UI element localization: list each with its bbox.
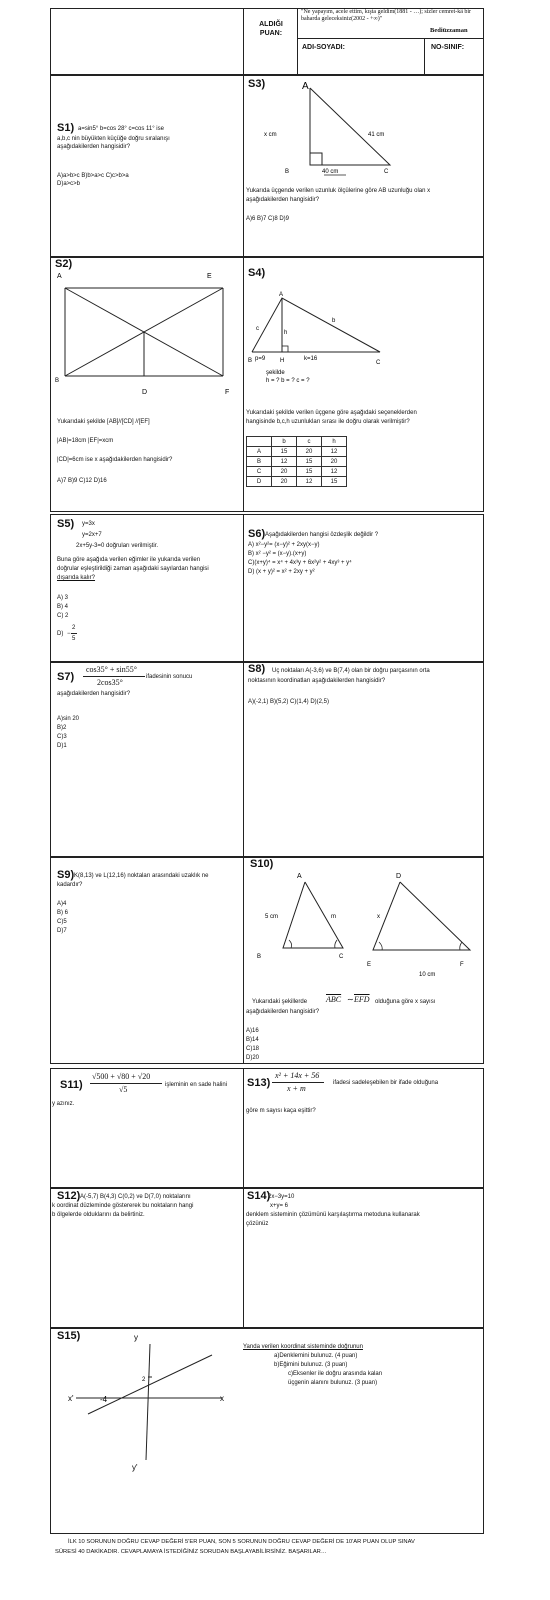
s5-option-a: A) 3 — [57, 595, 69, 601]
s2-line3: |CD|=6cm ise x aşağıdakilerden hangisidir? — [57, 457, 173, 463]
s4-label-bv: B — [248, 358, 253, 364]
footer-line2: SÜRESİ 40 DAKİKADIR. CEVAPLAMAYA İSTEDİĞİNİZ SORUDAN BAŞLAYABİLİRSİNİZ. BAŞARILAR… — [55, 1549, 327, 1555]
s12-number: S12) — [57, 1190, 81, 1202]
table-cell: C — [247, 467, 272, 477]
s7-option-d: D)1 — [57, 743, 67, 749]
s6-option-a: A) x²−y²= (x−y)² + 2xy(x−y) — [248, 542, 320, 548]
table-cell: b — [272, 437, 297, 447]
s1-options: A)a>b>c B)b>a>c C)c>b>a — [57, 173, 129, 179]
s5-eq1: y=3x — [82, 521, 95, 527]
quote-author: Bediüzzaman — [430, 27, 468, 34]
s11-numerator: √500 + √80 + √20 — [92, 1072, 151, 1081]
s5-frac-sign: − — [67, 631, 71, 637]
table-cell — [247, 437, 272, 447]
s5-number: S5) — [57, 518, 75, 530]
s3-label-hyp: 41 cm — [368, 132, 385, 138]
s4-line2: hangisinde b,c,h uzunlukları sırası ile doğru olarak verilmiştir? — [246, 419, 410, 425]
s10-label-m: m — [331, 914, 336, 920]
s15-label-neg4: -4 — [100, 1395, 108, 1404]
s1-line2: a,b,c nin büyükten küçüğe doğru sıralanışı — [57, 136, 170, 142]
s9-option-b: B) 6 — [57, 910, 69, 916]
s13-line2: göre m sayısı kaça eşittir? — [246, 1108, 316, 1114]
s15-number: S15) — [57, 1330, 81, 1342]
s10-label-a: A — [297, 873, 302, 880]
s5-line2: doğrular eşleştirildiği zaman aşağıdaki sayılardan hangisi — [57, 566, 209, 572]
s4-fig-line1: şekilde — [266, 370, 285, 376]
s11-after: işleminin en sade halini — [165, 1082, 228, 1088]
table-cell: 12 — [322, 447, 347, 457]
s15-label-xp: x' — [68, 1394, 74, 1403]
s15-item-c: c)Eksenler ile doğru arasında kalan — [288, 1371, 383, 1377]
s14-line2: çözünüz — [246, 1221, 269, 1227]
s4-table-head — [247, 437, 347, 447]
s2-label-a: A — [57, 273, 62, 280]
s5-line1: Buna göre aşağıda verilen eğimler ile yukarıda verilen — [57, 557, 201, 563]
table-row — [247, 457, 347, 467]
table-cell: 20 — [322, 457, 347, 467]
s9-line1: K(8,13) ve L(12,16) noktaları arasındaki uzaklık ne — [74, 873, 209, 879]
s5-option-d: D) — [57, 631, 64, 637]
s11-number: S11) — [60, 1079, 83, 1091]
s4-triangle — [248, 288, 388, 383]
s7-option-b: B)2 — [57, 725, 67, 731]
s7-denominator: 2cos35° — [97, 678, 123, 687]
s8-line2: noktasının koordinatları aşağıdakilerden hangisidir? — [248, 678, 386, 684]
table-row — [247, 477, 347, 487]
s10-label-d: D — [396, 873, 402, 880]
s3-label-a: A — [302, 81, 309, 92]
s13-number: S13) — [247, 1077, 271, 1089]
s10-label-x: x — [377, 914, 380, 920]
s5-frac-den: 5 — [72, 636, 76, 642]
s2-label-b: B — [55, 378, 60, 384]
row7-divider — [243, 1188, 244, 1328]
table-cell: A — [247, 447, 272, 457]
s7-after: ifadesinin sonucu — [146, 674, 193, 680]
s10-label-ab: 5 cm — [265, 914, 279, 920]
s3-label-x: x cm — [264, 132, 277, 138]
s1-option-d: D)a>c>b — [57, 181, 81, 187]
s3-label-c: C — [384, 169, 389, 175]
s10-label-c: C — [339, 954, 344, 960]
s13-denominator: x + m — [287, 1084, 306, 1093]
s4-label-h: h — [284, 330, 288, 336]
s10-label-b: B — [257, 954, 262, 960]
row1-divider — [243, 75, 244, 257]
s10-tilde: ∼ — [347, 995, 354, 1004]
s9-option-d: D)7 — [57, 928, 67, 934]
s15-item-a: a)Denklemini bulunuz. (4 puan) — [274, 1353, 358, 1359]
table-row — [247, 467, 347, 477]
s6-title: Aşağıdakilerden hangisi özdeşlik değildir ? — [265, 532, 379, 538]
s3-line2: aşağıdakilerden hangisidir? — [246, 197, 320, 203]
s10-option-b: B)14 — [246, 1037, 259, 1043]
table-cell: 15 — [297, 457, 322, 467]
s13-frac-bar — [272, 1082, 324, 1083]
s10-line2: aşağıdakilerden hangisidir? — [246, 1009, 320, 1015]
s7-line2: aşağıdakilerden hangisidir? — [57, 691, 131, 697]
s5-eq3: 2x+5y-3=0 doğruları verilmiştir. — [76, 543, 159, 549]
s12-line2: k oordinat düzleminde göstererek bu noktaların hangi — [52, 1203, 194, 1209]
s11-denominator: √5 — [119, 1085, 128, 1094]
s2-line1: Yukarıdaki şekilde [AB]//[CD] //[EF] — [57, 419, 150, 425]
s10-line1a: Yukarıdaki şekillerde — [252, 999, 308, 1005]
s2-number: S2) — [55, 258, 73, 270]
s15-line1: Yanda verilen koordinat sisteminde doğrunun — [243, 1344, 363, 1350]
table-cell: 12 — [272, 457, 297, 467]
s4-table — [246, 436, 347, 487]
table-cell: 15 — [297, 467, 322, 477]
s6-number: S6) — [248, 528, 266, 540]
table-cell: 20 — [297, 447, 322, 457]
table-cell: 12 — [322, 467, 347, 477]
s4-number: S4) — [248, 267, 266, 279]
s10-label-e: E — [367, 962, 372, 968]
table-cell: 12 — [297, 477, 322, 487]
s4-fig-line2: h = ? b = ? c = ? — [266, 378, 310, 384]
s10-abc: $\overline{ABC}$ — [326, 995, 342, 1004]
s15-item-b: b)Eğimini bulunuz. (3 puan) — [274, 1362, 348, 1368]
s11-frac-bar — [90, 1083, 162, 1084]
s13-after: ifadesi sadeleşebilen bir ifade olduğuna — [333, 1080, 439, 1086]
s12-line1: A(-5,7) B(4,3) C(0,2) ve D(7,0) noktalarını — [80, 1194, 191, 1200]
s5-option-c: C) 2 — [57, 613, 69, 619]
table-cell: B — [247, 457, 272, 467]
table-cell: h — [322, 437, 347, 447]
s15-coordinate-system — [62, 1330, 242, 1475]
row5-divider — [243, 857, 244, 1064]
s4-label-p: p=9 — [255, 356, 266, 362]
s5-eq2: y=2x+7 — [82, 532, 102, 538]
s11-line2: y azınız. — [52, 1101, 75, 1107]
s4-label-a: A — [279, 292, 284, 298]
s9-option-c: C)5 — [57, 919, 67, 925]
s10-option-c: C)18 — [246, 1046, 260, 1052]
s5-frac-num: 2 — [72, 625, 76, 631]
row3-divider — [243, 514, 244, 662]
s14-number: S14) — [247, 1190, 271, 1202]
s3-label-b: B — [285, 169, 290, 175]
s6-option-d: D) (x + y)² = x² + 2xy + y² — [248, 569, 315, 575]
s7-option-a: A)sin 20 — [57, 716, 80, 722]
s1-number: S1) — [57, 122, 75, 134]
s13-numerator: x² + 14x + 56 — [275, 1071, 320, 1080]
table-row — [247, 447, 347, 457]
s7-number: S7) — [57, 671, 75, 683]
s1-line1: a=sin5° b=cos 28° c=cos 11° ise — [78, 126, 164, 132]
s8-number: S8) — [248, 663, 266, 675]
s5-line3: dışarıda kalır? — [57, 575, 96, 581]
s2-label-f: F — [225, 389, 230, 396]
s10-efd: $\overline{EFD}$ — [354, 995, 370, 1004]
s12-line3: b ölgelerde olduklarını da belirtiniz. — [52, 1212, 145, 1218]
s10-label-f: F — [460, 962, 464, 968]
s9-number: S9) — [57, 869, 75, 881]
s3-options: A)6 B)7 C)8 D)9 — [246, 216, 290, 222]
s10-number: S10) — [250, 858, 274, 870]
s3-number: S3) — [248, 78, 266, 90]
s8-options: A)(-2,1) B)(5,2) C)(1,4) D)(2,5) — [248, 699, 330, 705]
s10-triangles — [255, 870, 480, 980]
s3-triangle — [264, 80, 410, 180]
s3-label-base: 40 cm — [322, 169, 339, 175]
s5-frac-bar — [71, 633, 77, 634]
s7-frac-bar — [83, 676, 145, 677]
s9-option-a: A)4 — [57, 901, 67, 907]
s14-eq1: 2x−3y=10 — [268, 1194, 295, 1200]
s15-label-x: x — [220, 1394, 224, 1403]
s15-label-y: y — [134, 1333, 138, 1342]
grade-cell — [243, 8, 298, 75]
s10-line1b: olduğuna göre x sayısı — [375, 999, 436, 1005]
table-cell: c — [297, 437, 322, 447]
s4-label-hv: H — [280, 358, 285, 364]
s14-eq2: x+y= 6 — [270, 1203, 289, 1209]
s15-label-yp: y' — [132, 1463, 138, 1472]
s15-item-c2: üçgenin alanını bulunuz. (3 puan) — [288, 1380, 378, 1386]
row2-divider — [243, 257, 244, 512]
s10-option-a: A)16 — [246, 1028, 259, 1034]
class-label: NO-SINIF: — [431, 44, 465, 51]
s4-label-k: k=16 — [304, 356, 318, 362]
s10-label-ef: 10 cm — [419, 972, 436, 978]
s1-line3: aşağıdakilerden hangisidir? — [57, 144, 131, 150]
table-cell: 15 — [322, 477, 347, 487]
row6-divider — [243, 1068, 244, 1188]
s4-label-c: c — [256, 326, 259, 332]
s10-option-d: D)20 — [246, 1055, 260, 1061]
s7-numerator: cos35° + sin55° — [86, 665, 137, 674]
s2-options: A)7 B)9 C)12 D)16 — [57, 478, 107, 484]
s4-line1: Yukarıdaki şekilde verilen üçgene göre aşağıdaki seçeneklerden — [246, 410, 417, 416]
s9-line2: kadardır? — [57, 882, 83, 888]
s6-option-b: B) x² −y² = (x−y).(x+y) — [248, 551, 307, 557]
table-cell: D — [247, 477, 272, 487]
s15-label-two: 2 — [142, 1377, 146, 1383]
s3-line1: Yukarıda üçgende verilen uzunluk ölçülerine göre AB uzunluğu olan x — [246, 188, 431, 194]
s2-label-d: D — [142, 389, 148, 396]
s5-option-b: B) 4 — [57, 604, 69, 610]
grade-label: ALDIĞI PUAN: — [259, 21, 283, 37]
quote: "Ne yapayım, acele ettim, kışta geldim(1881 - …); sizler cemret-kâ bir baharda geleceksiniz(2002 - +∞)" — [301, 9, 472, 22]
table-cell: 20 — [272, 477, 297, 487]
s2-label-e: E — [207, 273, 212, 280]
s7-option-c: C)3 — [57, 734, 67, 740]
s2-line2: |AB|=18cm |EF|=xcm — [57, 438, 114, 444]
row4-divider — [243, 662, 244, 857]
s2-figure — [55, 270, 235, 400]
s6-option-c: C)(x+y)⁴ = x⁴ + 4x³y + 6x²y² + 4xy³ + y⁴ — [248, 560, 352, 566]
s4-label-b: b — [332, 318, 336, 324]
s4-label-cv: C — [376, 360, 381, 366]
table-cell: 20 — [272, 467, 297, 477]
s14-line1: denklem sisteminin çözümünü karşılaştırma metoduna kullanarak — [246, 1212, 420, 1218]
s8-line1: Uç noktaları A(-3,6) ve B(7,4) olan bir doğru parçasının orta — [272, 668, 430, 674]
table-cell: 15 — [272, 447, 297, 457]
name-label: ADI-SOYADI: — [302, 44, 345, 51]
footer-line1: İLK 10 SORUNUN DOĞRU CEVAP DEĞERİ 5'ER PUAN, SON 5 SORUNUN DOĞRU CEVAP DEĞERİ DE 10'AR PUAN OLUP SINAV — [68, 1539, 415, 1545]
row1 — [50, 75, 484, 257]
